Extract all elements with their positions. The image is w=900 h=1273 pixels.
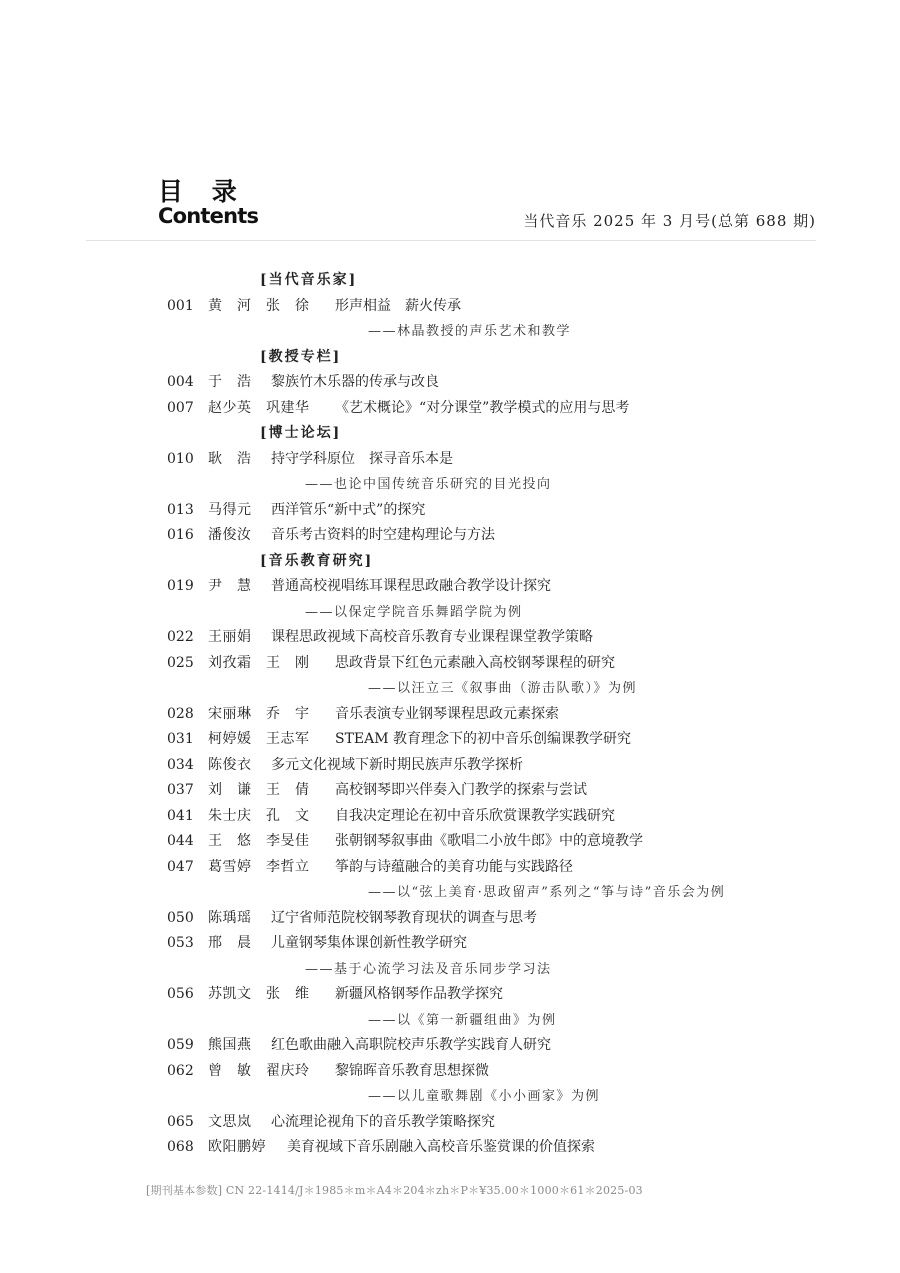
- page-title-cn: 目 录: [158, 177, 247, 206]
- section-heading-row: [0, 421, 900, 447]
- article-subtitle: ——以“弦上美育·思政留声”系列之“筝与诗”音乐会为例: [368, 885, 726, 900]
- article-title[interactable]: 多元文化视域下新时期民族声乐教学探析: [271, 756, 523, 773]
- article-authors: 曾 敏 翟庆玲: [208, 1062, 310, 1079]
- article-subtitle-row: [0, 600, 900, 626]
- section-heading: [当代音乐家]: [260, 272, 358, 288]
- article-title[interactable]: 辽宁省师范院校钢琴教育现状的调查与思考: [271, 909, 537, 926]
- toc-entry: [0, 906, 900, 932]
- page-number: 056: [167, 986, 194, 1002]
- article-authors: 文思岚: [208, 1113, 252, 1130]
- article-authors: 刘 谦 王 倩: [208, 782, 310, 798]
- article-authors: 王丽娟: [208, 629, 252, 645]
- toc-entry: [0, 447, 900, 473]
- section-heading: [音乐教育研究]: [260, 552, 374, 569]
- toc-entry: [0, 753, 900, 779]
- article-authors: 于 浩: [208, 374, 252, 390]
- section-heading-row: [0, 268, 900, 294]
- table-of-contents: [0, 268, 900, 1161]
- article-title[interactable]: 《艺术概论》“对分课堂”教学模式的应用与思考: [335, 399, 630, 416]
- article-authors: 赵少英 巩建华: [208, 399, 310, 416]
- article-subtitle-row: [0, 676, 900, 702]
- journal-parameters: [期刊基本参数] CN 22-1414/J＊1985＊m＊A4＊204＊zh＊P＊¥35.00＊1000＊61＊2025-03: [146, 1184, 643, 1197]
- article-title[interactable]: 黎族竹木乐器的传承与改良: [271, 374, 439, 390]
- article-title[interactable]: 自我决定理论在初中音乐欣赏课教学实践研究: [335, 807, 615, 824]
- page-number: 050: [167, 909, 194, 926]
- toc-entry: [0, 523, 900, 549]
- issue-label: 当代音乐 2025 年 3 月号(总第 688 期): [523, 212, 816, 230]
- page-title-en: Contents: [158, 204, 259, 228]
- article-title[interactable]: 思政背景下红色元素融入高校钢琴课程的研究: [335, 654, 615, 671]
- article-subtitle-row: [0, 1084, 900, 1110]
- article-authors: 熊国燕: [208, 1037, 252, 1053]
- article-title[interactable]: 持守学科原位 探寻音乐本是: [271, 450, 453, 467]
- article-subtitle-row: [0, 1008, 900, 1034]
- article-subtitle: ——以汪立三《叙事曲（游击队歌）》为例: [368, 681, 638, 696]
- page-number: 028: [167, 705, 194, 722]
- article-title[interactable]: 筝韵与诗蕴融合的美育功能与实践路径: [335, 858, 573, 875]
- article-subtitle: ——以《第一新疆组曲》为例: [368, 1012, 557, 1028]
- page-number: 047: [167, 858, 194, 875]
- page-number: 007: [167, 399, 194, 416]
- article-subtitle: ——基于心流学习法及音乐同步学习法: [305, 961, 552, 977]
- toc-entry: [0, 1033, 900, 1059]
- toc-entry: [0, 702, 900, 728]
- article-title[interactable]: 高校钢琴即兴伴奏入门教学的探索与尝试: [335, 782, 587, 798]
- article-authors: 黄 河 张 徐: [208, 297, 310, 314]
- article-subtitle-row: [0, 880, 900, 906]
- page-number: 037: [167, 782, 194, 798]
- toc-entry: [0, 855, 900, 881]
- toc-entry: [0, 778, 900, 804]
- article-authors: 邢 晨: [208, 935, 252, 951]
- toc-entry: [0, 1059, 900, 1085]
- page-number: 053: [167, 935, 194, 951]
- article-title[interactable]: 张朝钢琴叙事曲《歌唱二小放牛郎》中的意境教学: [335, 833, 643, 849]
- article-authors: 王 悠 李旻佳: [208, 833, 310, 849]
- page-number: 004: [167, 374, 194, 390]
- article-subtitle-row: [0, 472, 900, 498]
- page-number: 044: [167, 833, 194, 849]
- page-number: 019: [167, 578, 194, 594]
- toc-entry: [0, 396, 900, 422]
- header-divider: [86, 240, 816, 241]
- page-number: 068: [167, 1139, 194, 1155]
- toc-entry: [0, 370, 900, 396]
- article-title[interactable]: 红色歌曲融入高职院校声乐教学实践育人研究: [271, 1037, 551, 1053]
- page-number: 034: [167, 756, 194, 773]
- article-title[interactable]: 黎锦晖音乐教育思想探微: [335, 1062, 489, 1079]
- article-title[interactable]: 新疆风格钢琴作品教学探究: [335, 986, 503, 1002]
- article-authors: 刘孜霜 王 刚: [208, 654, 310, 671]
- page-number: 062: [167, 1062, 194, 1079]
- toc-entry: [0, 829, 900, 855]
- page-number: 059: [167, 1037, 194, 1053]
- toc-entry: [0, 1135, 900, 1161]
- toc-entry: [0, 982, 900, 1008]
- toc-entry: [0, 804, 900, 830]
- article-subtitle-row: [0, 957, 900, 983]
- article-subtitle: ——林晶教授的声乐艺术和教学: [368, 324, 572, 339]
- article-subtitle: ——以儿童歌舞剧《小小画家》为例: [368, 1089, 601, 1104]
- page-number: 025: [167, 654, 194, 671]
- page-number: 013: [167, 501, 194, 518]
- page-number: 031: [167, 731, 194, 747]
- article-title[interactable]: 心流理论视角下的音乐教学策略探究: [271, 1113, 495, 1130]
- article-title[interactable]: 音乐考古资料的时空建构理论与方法: [271, 527, 495, 543]
- toc-entry: [0, 1110, 900, 1136]
- toc-entry: [0, 498, 900, 524]
- article-authors: 葛雪婷 李哲立: [208, 858, 310, 875]
- article-title[interactable]: STEAM 教育理念下的初中音乐创编课教学研究: [335, 731, 632, 747]
- article-authors: 耿 浩: [208, 450, 252, 467]
- article-authors: 欧阳鹏婷: [208, 1139, 266, 1155]
- article-authors: 潘俊汝: [208, 527, 252, 543]
- article-subtitle-row: [0, 319, 900, 345]
- article-title[interactable]: 儿童钢琴集体课创新性教学研究: [271, 935, 467, 951]
- toc-entry: [0, 625, 900, 651]
- section-heading: [教授专栏]: [260, 348, 342, 365]
- section-heading-row: [0, 345, 900, 371]
- toc-entry: [0, 931, 900, 957]
- toc-entry: [0, 574, 900, 600]
- article-title[interactable]: 课程思政视域下高校音乐教育专业课程课堂教学策略: [271, 629, 593, 645]
- page-number: 065: [167, 1113, 194, 1130]
- article-title[interactable]: 西洋管乐“新中式”的探究: [271, 501, 426, 518]
- toc-entry: [0, 294, 900, 320]
- page-number: 016: [167, 527, 194, 543]
- article-authors: 马得元: [208, 501, 252, 518]
- article-title[interactable]: 音乐表演专业钢琴课程思政元素探索: [335, 705, 559, 722]
- article-authors: 陈俊衣: [208, 756, 252, 773]
- page-number: 022: [167, 629, 194, 645]
- article-title[interactable]: 形声相益 薪火传承: [335, 297, 461, 314]
- page-number: 041: [167, 807, 194, 824]
- page-number: 001: [167, 297, 194, 314]
- section-heading-row: [0, 549, 900, 575]
- article-authors: 宋丽琳 乔 宇: [208, 705, 310, 722]
- article-subtitle: ——以保定学院音乐舞蹈学院为例: [305, 604, 523, 620]
- article-authors: 陈瑀瑶: [208, 909, 252, 926]
- section-heading: [博士论坛]: [260, 425, 342, 441]
- toc-entry: [0, 651, 900, 677]
- article-title[interactable]: 普通高校视唱练耳课程思政融合教学设计探究: [271, 578, 551, 594]
- article-authors: 苏凯文 张 维: [208, 986, 310, 1002]
- article-authors: 尹 慧: [208, 578, 252, 594]
- article-subtitle: ——也论中国传统音乐研究的目光投向: [305, 477, 552, 492]
- article-authors: 柯婷媛 王志军: [208, 731, 310, 747]
- article-authors: 朱士庆 孔 文: [208, 807, 310, 824]
- page-number: 010: [167, 450, 194, 467]
- article-title[interactable]: 美育视域下音乐剧融入高校音乐鉴赏课的价值探索: [287, 1139, 595, 1155]
- toc-entry: [0, 727, 900, 753]
